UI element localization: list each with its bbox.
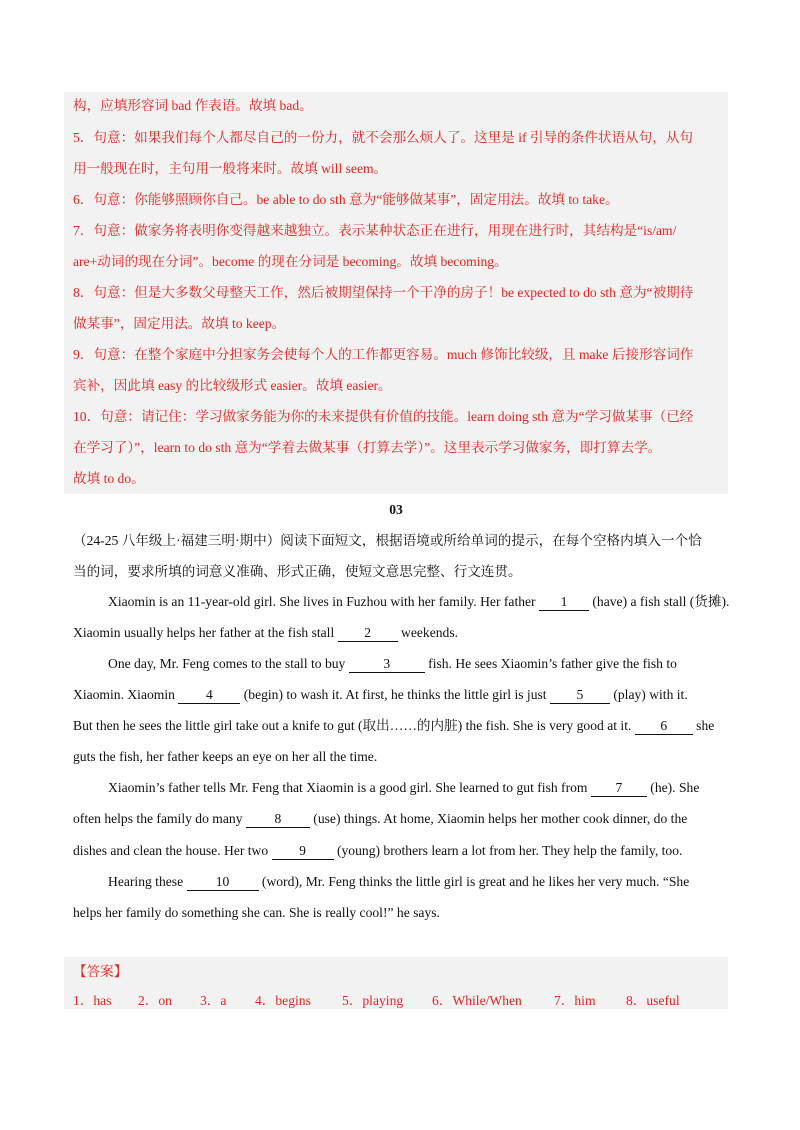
- explanation-line: are+动词的现在分词”。become 的现在分词是 becoming。故填 becoming。: [73, 254, 508, 269]
- answer-item: 1．has: [73, 993, 112, 1008]
- explanation-line: 故填 to do。: [73, 471, 145, 486]
- explanation-line: 构，应填形容词 bad 作表语。故填 bad。: [73, 98, 313, 113]
- explanation-line: 用一般现在时，主句用一般将来时。故填 will seem。: [73, 161, 388, 176]
- passage-line: Xiaomin is an 11-year-old girl. She lives in Fuzhou with her family. Her father 1 (have) a fish stall (货摊).: [108, 594, 730, 609]
- answer-heading: 【答案】: [73, 964, 128, 979]
- blank-3[interactable]: 3: [349, 656, 425, 673]
- blank-4[interactable]: 4: [178, 687, 240, 704]
- instruction-line: 当的词，要求所填的词意义准确、形式正确，使短文意思完整、行文连贯。: [73, 564, 522, 579]
- blank-1[interactable]: 1: [539, 594, 589, 611]
- passage-line: Xiaomin’s father tells Mr. Feng that Xiaomin is a good girl. She learned to gut fish from 7 (he). She: [108, 780, 700, 795]
- answer-item: 4．begins: [255, 993, 311, 1008]
- passage-line: often helps the family do many 8 (use) things. At home, Xiaomin helps her mother cook dinner, do the: [73, 811, 688, 826]
- passage-line: One day, Mr. Feng comes to the stall to buy 3 fish. He sees Xiaomin’s father give the fish to: [108, 656, 677, 671]
- blank-6[interactable]: 6: [635, 718, 693, 735]
- blank-10[interactable]: 10: [187, 874, 259, 891]
- blank-9[interactable]: 9: [272, 843, 334, 860]
- explanation-line: 6．句意：你能够照顾你自己。be able to do sth 意为“能够做某事”，固定用法。故填 to take。: [73, 192, 619, 207]
- passage-line: But then he sees the little girl take out a knife to gut (取出……的内脏) the fish. She is very good at it. 6 she: [73, 718, 715, 733]
- explanation-line: 在学习了）”，learn to do sth 意为“学着去做某事（打算去学）”。这里表示学习做家务，即打算去学。: [73, 440, 662, 455]
- answer-item: 7．him: [554, 993, 596, 1008]
- explanation-line: 9．句意：在整个家庭中分担家务会使每个人的工作都更容易。much 修饰比较级，且 make 后接形容词作: [73, 347, 694, 362]
- explanation-line: 7．句意：做家务将表明你变得越来越独立。表示某种状态正在进行，用现在进行时，其结构是“is/am/: [73, 223, 677, 238]
- passage-line: helps her family do something she can. She is really cool!” he says.: [73, 905, 440, 920]
- blank-7[interactable]: 7: [591, 780, 647, 797]
- passage-line: Xiaomin usually helps her father at the fish stall 2 weekends.: [73, 625, 459, 640]
- passage-line: dishes and clean the house. Her two 9 (young) brothers learn a lot from her. They help the family, too.: [73, 843, 683, 858]
- explanation-line: 10．句意：请记住：学习做家务能为你的未来提供有价值的技能。learn doing sth 意为“学习做某事（已经: [73, 409, 694, 424]
- answer-item: 8．useful: [626, 993, 680, 1008]
- answer-list: [73, 991, 728, 1011]
- answer-item: 5．playing: [342, 993, 404, 1008]
- explanation-line: 做某事”，固定用法。故填 to keep。: [73, 316, 286, 331]
- instruction-line: （24-25 八年级上·福建三明·期中）阅读下面短文，根据语境或所给单词的提示，在每个空格内填入一个恰: [73, 533, 702, 548]
- answer-item: 3．a: [200, 993, 227, 1008]
- blank-8[interactable]: 8: [246, 811, 310, 828]
- answer-item: 6．While/When: [432, 993, 522, 1008]
- explanation-line: 5．句意：如果我们每个人都尽自己的一份力，就不会那么烦人了。这里是 if 引导的条件状语从句，从句: [73, 130, 694, 145]
- blank-5[interactable]: 5: [550, 687, 610, 704]
- explanation-line: 8．句意：但是大多数父母整天工作，然后被期望保持一个干净的房子！be expected to do sth 意为“被期待: [73, 285, 694, 300]
- explanation-line: 宾补，因此填 easy 的比较级形式 easier。故填 easier。: [73, 378, 392, 393]
- passage-line: Hearing these 10 (word), Mr. Feng thinks the little girl is great and he likes her very much. “She: [108, 874, 690, 889]
- blank-2[interactable]: 2: [338, 625, 398, 642]
- answer-item: 2．on: [138, 993, 172, 1008]
- passage-line: guts the fish, her father keeps an eye on her all the time.: [73, 749, 378, 764]
- section-number: 03: [389, 502, 403, 517]
- passage-line: Xiaomin. Xiaomin 4 (begin) to wash it. At first, he thinks the little girl is just 5 (play) with it.: [73, 687, 688, 702]
